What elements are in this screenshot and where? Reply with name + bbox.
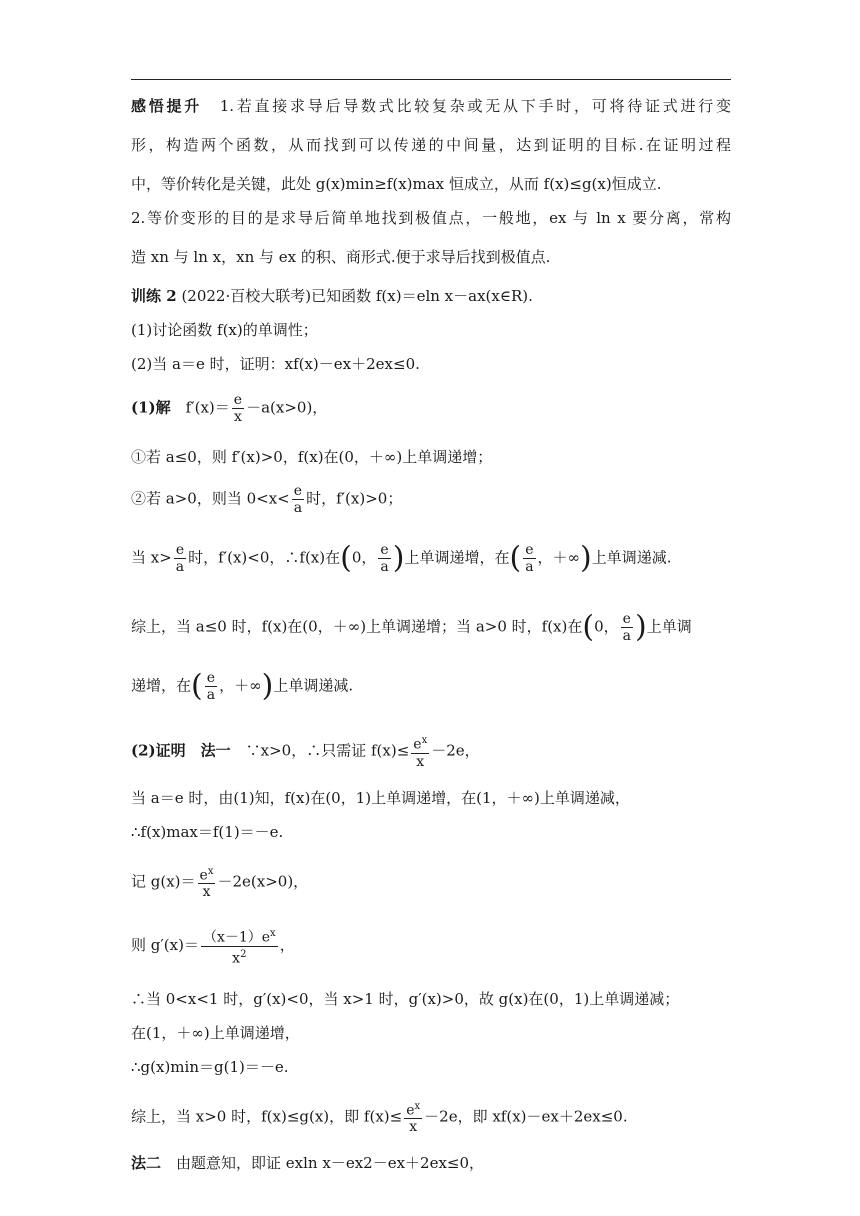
- summary-part-2: 递增，在( $\frac{e}{a}$ ，＋∞)上单调递减.: [131, 668, 354, 704]
- question-2: (2)当 a＝e 时，证明：xf(x)－ex＋2ex≤0.: [131, 355, 420, 373]
- insight-line-1: 感悟提升 1.若直接求导后导数式比较复杂或无从下手时，可将待证式进行变: [131, 97, 731, 115]
- fraction: $\frac{e^x}{x}$: [199, 865, 214, 901]
- fraction: $\frac{e}{a}$: [622, 611, 631, 644]
- question-1: (1)讨论函数 f(x)的单调性；: [131, 321, 318, 339]
- case-a-nonpositive: ①若 a≤0，则 f′(x)>0，f(x)在(0，＋∞)上单调递增；: [131, 448, 493, 466]
- g-monotonicity-2: 在(1，＋∞)上单调递增，: [131, 1023, 300, 1042]
- fraction: $\frac{e}{a}$: [380, 542, 389, 575]
- fraction: $\frac{e}{a}$: [175, 542, 185, 575]
- proof-line-2: ∴f(x)max＝f(1)＝－e.: [131, 822, 284, 841]
- exercise-title: 训练 2 (2022·百校大联考)已知函数 f(x)＝eln x－ax(x∈R).: [131, 287, 533, 305]
- top-rule: [131, 79, 731, 80]
- case-a-positive-1: ②若 a>0，则当 0<x< $\frac{e}{a}$ 时，f′(x)>0；: [131, 483, 403, 516]
- insight-line-4: 2.等价变形的目的是求导后简单地找到极值点，一般地，ex 与 ln x 要分离，常构: [131, 209, 731, 227]
- fraction: $\frac{(x-1)e^x}{x^2}$: [202, 928, 276, 967]
- fraction: $\frac{e^x}{x}$: [413, 735, 428, 770]
- g-min: ∴g(x)min＝g(1)＝－e.: [131, 1057, 289, 1076]
- conclusion: 综上，当 x>0 时，f(x)≤g(x)，即 f(x)≤ $\frac{e^x}{x}$ －2e，即 xf(x)－ex＋2ex≤0.: [131, 1100, 628, 1136]
- fraction: $\frac{e}{a}$: [293, 483, 303, 516]
- g-monotonicity-1: ∴当 0<x<1 时，g′(x)<0，当 x>1 时，g′(x)>0，故 g(x)在(0，1)上单调递减；: [131, 989, 680, 1008]
- insight-line-2: 形，构造两个函数，从而找到可以传递的中间量，达到证明的目标.在证明过程: [131, 136, 731, 154]
- insight-line-5: 造 xn 与 ln x，xn 与 ex 的积、商形式.便于求导后找到极值点.: [131, 248, 551, 266]
- fraction: $\frac{e}{x}$: [233, 392, 243, 425]
- summary-part-1: 综上，当 a≤0 时，f(x)在(0，＋∞)上单调递增；当 a>0 时，f(x)在(0， $\frac{e}{a}$ )上单调: [131, 609, 692, 645]
- fraction: $\frac{e}{a}$: [525, 542, 534, 575]
- insight-heading: 感悟提升: [131, 97, 202, 115]
- document-body: [131, 96, 731, 1173]
- insight-line-3: 中，等价转化是关键，此处 g(x)min≥f(x)max 恒成立，从而 f(x)≤g(x)恒成立.: [131, 175, 662, 193]
- solution-1-derivative: (1)解 f′(x)＝ $\frac{e}{x}$ －a(x>0)，: [131, 392, 328, 425]
- fraction: $\frac{e}{a}$: [206, 670, 216, 703]
- case-a-positive-2: 当 x> $\frac{e}{a}$ 时，f′(x)<0，∴f(x)在(0， $\frac{e}{a}$ )上单调递增，在( $\frac{e}{a}$ ，＋∞)上单调递减.: [131, 540, 672, 576]
- g-derivative: 则 g′(x)＝ $\frac{(x-1)e^x}{x^2}$ ，: [131, 928, 295, 967]
- proof-method-2: 法二 由题意知，即证 exln x－ex2－ex＋2ex≤0，: [131, 1154, 485, 1173]
- define-g: 记 g(x)＝ $\frac{e^x}{x}$ －2e(x>0)，: [131, 865, 309, 901]
- proof-line-1: 当 a＝e 时，由(1)知，f(x)在(0，1)上单调递增，在(1，＋∞)上单调递减，: [131, 788, 630, 807]
- proof-method-1: (2)证明 法一 ∵x>0，∴只需证 f(x)≤ $\frac{e^x}{x}$ －2e，: [131, 735, 480, 770]
- fraction: $\frac{e^x}{x}$: [406, 1100, 421, 1136]
